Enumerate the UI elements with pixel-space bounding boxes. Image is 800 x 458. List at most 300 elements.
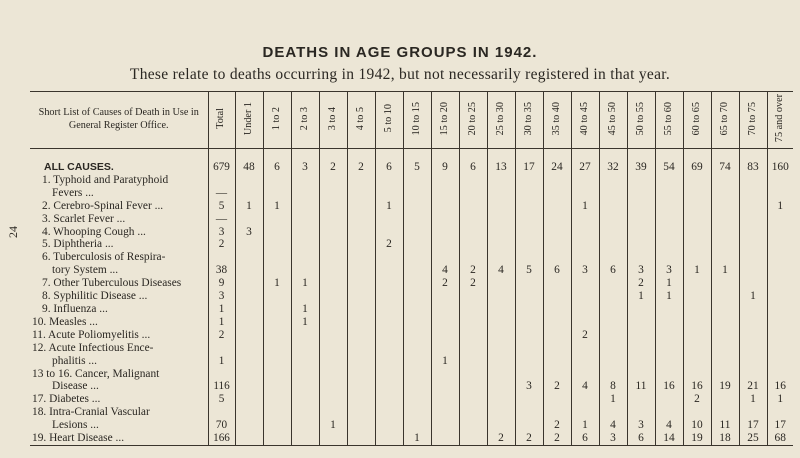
count-cell [599,174,627,187]
table-row [30,290,793,303]
count-cell: 1 [431,355,459,368]
count-cell [459,226,487,239]
count-cell [375,368,403,381]
count-cell [291,290,319,303]
count-cell [235,251,263,264]
count-cell [655,393,683,406]
count-cell [347,303,375,316]
table-row [30,187,793,200]
count-cell [263,238,291,251]
count-cell [347,187,375,200]
count-cell: 8 [599,380,627,393]
count-cell: 1 [291,303,319,316]
count-cell [235,187,263,200]
count-cell [459,290,487,303]
count-cell [739,355,767,368]
table-row [30,251,793,264]
count-cell [683,251,711,264]
count-cell [543,238,571,251]
total-cell: 38 [208,264,235,277]
count-cell [655,200,683,213]
count-cell [543,406,571,419]
count-cell [599,303,627,316]
count-cell: 16 [767,380,793,393]
count-cell [627,393,655,406]
count-cell [263,213,291,226]
count-cell [431,226,459,239]
count-cell [487,251,515,264]
count-cell [263,368,291,381]
count-cell [683,342,711,355]
count-cell: 2 [375,238,403,251]
count-cell: 69 [683,161,711,174]
count-cell [403,277,431,290]
count-cell [235,432,263,445]
count-cell [655,226,683,239]
age-column-header: 5 to 10 [375,92,403,149]
count-cell [599,368,627,381]
count-cell [571,213,599,226]
count-cell [375,380,403,393]
count-cell: 1 [291,277,319,290]
count-cell: 6 [263,161,291,174]
count-cell [655,329,683,342]
count-cell [767,277,793,290]
count-cell [515,238,543,251]
count-cell: 1 [739,290,767,303]
count-cell [347,355,375,368]
count-cell: 3 [515,380,543,393]
count-cell [235,355,263,368]
count-cell [767,368,793,381]
total-cell [208,342,235,355]
cause-label: 2. Cerebro-Spinal Fever ... [42,199,164,212]
count-cell [235,303,263,316]
count-cell [599,277,627,290]
count-cell [319,238,347,251]
cause-label: 3. Scarlet Fever ... [42,212,126,225]
count-cell [403,342,431,355]
count-cell: 1 [655,290,683,303]
count-cell [263,329,291,342]
count-cell [403,303,431,316]
count-cell [515,368,543,381]
count-cell [487,277,515,290]
count-cell [627,213,655,226]
count-cell [543,174,571,187]
count-cell [627,342,655,355]
count-cell [403,368,431,381]
count-cell: 32 [599,161,627,174]
count-cell [683,303,711,316]
count-cell [571,277,599,290]
count-cell [683,226,711,239]
count-cell [375,264,403,277]
count-cell [375,251,403,264]
count-cell [599,355,627,368]
count-cell [767,316,793,329]
count-cell [375,303,403,316]
count-cell [347,419,375,432]
count-cell [767,251,793,264]
count-cell [235,277,263,290]
count-cell: 1 [403,432,431,445]
count-cell [291,419,319,432]
count-cell: 1 [235,200,263,213]
count-cell [487,380,515,393]
count-cell: 2 [431,277,459,290]
total-cell: 9 [208,277,235,290]
total-cell: 3 [208,290,235,303]
age-column-header: 65 to 70 [711,92,739,149]
count-cell [487,342,515,355]
count-cell: 3 [655,264,683,277]
age-column-header: 35 to 40 [543,92,571,149]
count-cell [459,213,487,226]
spacer-cell [263,149,291,162]
spacer-row [30,149,793,162]
count-cell [543,187,571,200]
count-cell: 10 [683,419,711,432]
count-cell [655,406,683,419]
table-row [30,419,793,432]
count-cell: 2 [459,264,487,277]
count-cell [655,251,683,264]
count-cell [543,303,571,316]
count-cell [263,290,291,303]
spacer-cell [683,149,711,162]
age-column-header: 4 to 5 [347,92,375,149]
count-cell [515,277,543,290]
count-cell [291,226,319,239]
count-cell [739,174,767,187]
count-cell [711,277,739,290]
count-cell [767,303,793,316]
count-cell: 11 [711,419,739,432]
count-cell [375,419,403,432]
count-cell [235,290,263,303]
age-column-header: 40 to 45 [571,92,599,149]
page-title: DEATHS IN AGE GROUPS IN 1942. [262,44,538,61]
count-cell [375,187,403,200]
count-cell [291,355,319,368]
spacer-cell [235,149,263,162]
count-cell [403,187,431,200]
count-cell: 5 [515,264,543,277]
count-cell [375,393,403,406]
count-cell [375,342,403,355]
count-cell [571,238,599,251]
count-cell [263,187,291,200]
table-row [30,238,793,251]
count-cell [571,174,599,187]
table-row [30,355,793,368]
cause-label: Disease ... [52,380,99,393]
cause-label: 17. Diabetes ... [32,393,101,406]
count-cell [543,393,571,406]
count-cell: 160 [767,161,793,174]
count-cell [347,200,375,213]
cause-label: 1. Typhoid and Paratyphoid [42,173,169,186]
count-cell [515,200,543,213]
count-cell [599,329,627,342]
count-cell: 3 [571,264,599,277]
cause-label: 6. Tuberculosis of Respira- [42,251,166,264]
count-cell [347,316,375,329]
count-cell [711,329,739,342]
count-cell [431,393,459,406]
count-cell: 1 [571,419,599,432]
total-cell [208,251,235,264]
count-cell: 9 [431,161,459,174]
count-cell [515,251,543,264]
cause-label: 8. Syphilitic Disease ... [42,290,148,303]
spacer-cell [30,149,208,162]
spacer-cell [459,149,487,162]
count-cell [319,251,347,264]
count-cell [683,316,711,329]
count-cell [627,355,655,368]
count-cell [627,238,655,251]
count-cell: 2 [627,277,655,290]
count-cell: 1 [571,200,599,213]
cause-label: Fevers ... [52,186,94,199]
count-cell [459,238,487,251]
total-cell: 70 [208,419,235,432]
cause-label: 10. Measles ... [32,315,98,328]
count-cell [683,406,711,419]
count-cell: 11 [627,380,655,393]
count-cell [739,187,767,200]
count-cell [319,368,347,381]
count-cell [235,368,263,381]
count-cell [431,432,459,445]
count-cell [403,380,431,393]
count-cell: 1 [291,316,319,329]
count-cell: 2 [683,393,711,406]
count-cell [375,277,403,290]
table-row [30,226,793,239]
count-cell [627,316,655,329]
total-cell: 5 [208,393,235,406]
count-cell [403,251,431,264]
count-cell [571,187,599,200]
count-cell [375,290,403,303]
count-cell [291,264,319,277]
age-column-header: 15 to 20 [431,92,459,149]
count-cell [431,406,459,419]
count-cell [291,174,319,187]
age-column-header: 50 to 55 [627,92,655,149]
count-cell [487,329,515,342]
count-cell [319,316,347,329]
spacer-cell [599,149,627,162]
count-cell: 6 [571,432,599,445]
count-cell [291,406,319,419]
count-cell [571,393,599,406]
count-cell [599,342,627,355]
count-cell: 54 [655,161,683,174]
count-cell [543,251,571,264]
count-cell [235,329,263,342]
count-cell [627,303,655,316]
count-cell [515,329,543,342]
count-cell [711,316,739,329]
count-cell [431,316,459,329]
count-cell [319,226,347,239]
count-cell [627,251,655,264]
count-cell [263,406,291,419]
age-column-header: 10 to 15 [403,92,431,149]
total-cell: 1 [208,355,235,368]
count-cell [459,187,487,200]
count-cell [235,406,263,419]
age-column-header: 20 to 25 [459,92,487,149]
count-cell [711,174,739,187]
age-column-header: 2 to 3 [291,92,319,149]
count-cell [515,355,543,368]
count-cell: 3 [599,432,627,445]
count-cell [767,174,793,187]
cause-label: phalitis ... [52,354,97,367]
count-cell [767,329,793,342]
count-cell [543,226,571,239]
count-cell [263,432,291,445]
count-cell [767,355,793,368]
total-cell: 5 [208,200,235,213]
count-cell [319,406,347,419]
count-cell: 1 [599,393,627,406]
count-cell: 2 [543,432,571,445]
count-cell: 2 [347,161,375,174]
spacer-cell [403,149,431,162]
count-cell [235,393,263,406]
count-cell [487,174,515,187]
spacer-cell [571,149,599,162]
count-cell: 17 [739,419,767,432]
count-cell [627,368,655,381]
cause-label: 5. Diphtheria ... [42,238,114,251]
count-cell: 17 [767,419,793,432]
total-cell [208,368,235,381]
count-cell [347,406,375,419]
count-cell: 16 [655,380,683,393]
count-cell [431,290,459,303]
table-row [30,380,793,393]
page-number: 24 [6,226,20,238]
age-column-header: 3 to 4 [319,92,347,149]
spacer-cell [515,149,543,162]
count-cell [571,355,599,368]
count-cell [431,174,459,187]
count-cell [235,342,263,355]
count-cell [543,355,571,368]
count-cell [403,316,431,329]
count-cell [403,238,431,251]
count-cell: 2 [319,161,347,174]
count-cell [403,200,431,213]
count-cell [291,238,319,251]
cause-label: 13 to 16. Cancer, Malignant [32,367,160,380]
count-cell: 1 [627,290,655,303]
count-cell [347,174,375,187]
count-cell: 1 [683,264,711,277]
count-cell [431,368,459,381]
count-cell [487,213,515,226]
count-cell [767,213,793,226]
count-cell: 5 [403,161,431,174]
count-cell: 2 [543,380,571,393]
count-cell [347,329,375,342]
age-column-header: Total [208,92,235,149]
count-cell [403,355,431,368]
count-cell [711,290,739,303]
count-cell [683,368,711,381]
count-cell [347,251,375,264]
count-cell: 1 [767,200,793,213]
count-cell [403,213,431,226]
total-cell [208,406,235,419]
count-cell [431,329,459,342]
count-cell [627,174,655,187]
count-cell [543,316,571,329]
count-cell [431,380,459,393]
count-cell [291,432,319,445]
count-cell [487,226,515,239]
table-row [30,432,793,445]
count-cell [711,303,739,316]
count-cell [403,329,431,342]
cause-label: 19. Heart Disease ... [30,432,208,445]
count-cell [739,264,767,277]
cause-label: 9. Influenza ... [42,302,108,315]
count-cell [347,432,375,445]
count-cell [291,380,319,393]
count-cell [655,355,683,368]
table-row [30,406,793,419]
count-cell [375,432,403,445]
count-cell [739,277,767,290]
count-cell: 21 [739,380,767,393]
count-cell [683,355,711,368]
count-cell [347,264,375,277]
count-cell [431,213,459,226]
count-cell [739,251,767,264]
count-cell [767,187,793,200]
count-cell [599,187,627,200]
count-cell [403,419,431,432]
count-cell [347,238,375,251]
count-cell [235,419,263,432]
count-cell [459,419,487,432]
count-cell [711,213,739,226]
count-cell [487,303,515,316]
count-cell [431,419,459,432]
count-cell [683,329,711,342]
count-cell [487,419,515,432]
count-cell [263,226,291,239]
count-cell [711,342,739,355]
count-cell [319,174,347,187]
count-cell: 1 [375,200,403,213]
count-cell: 4 [571,380,599,393]
cause-label: 4. Whooping Cough ... [42,225,146,238]
spacer-cell [627,149,655,162]
count-cell: 19 [683,432,711,445]
count-cell [515,303,543,316]
count-cell [571,290,599,303]
count-cell [599,238,627,251]
